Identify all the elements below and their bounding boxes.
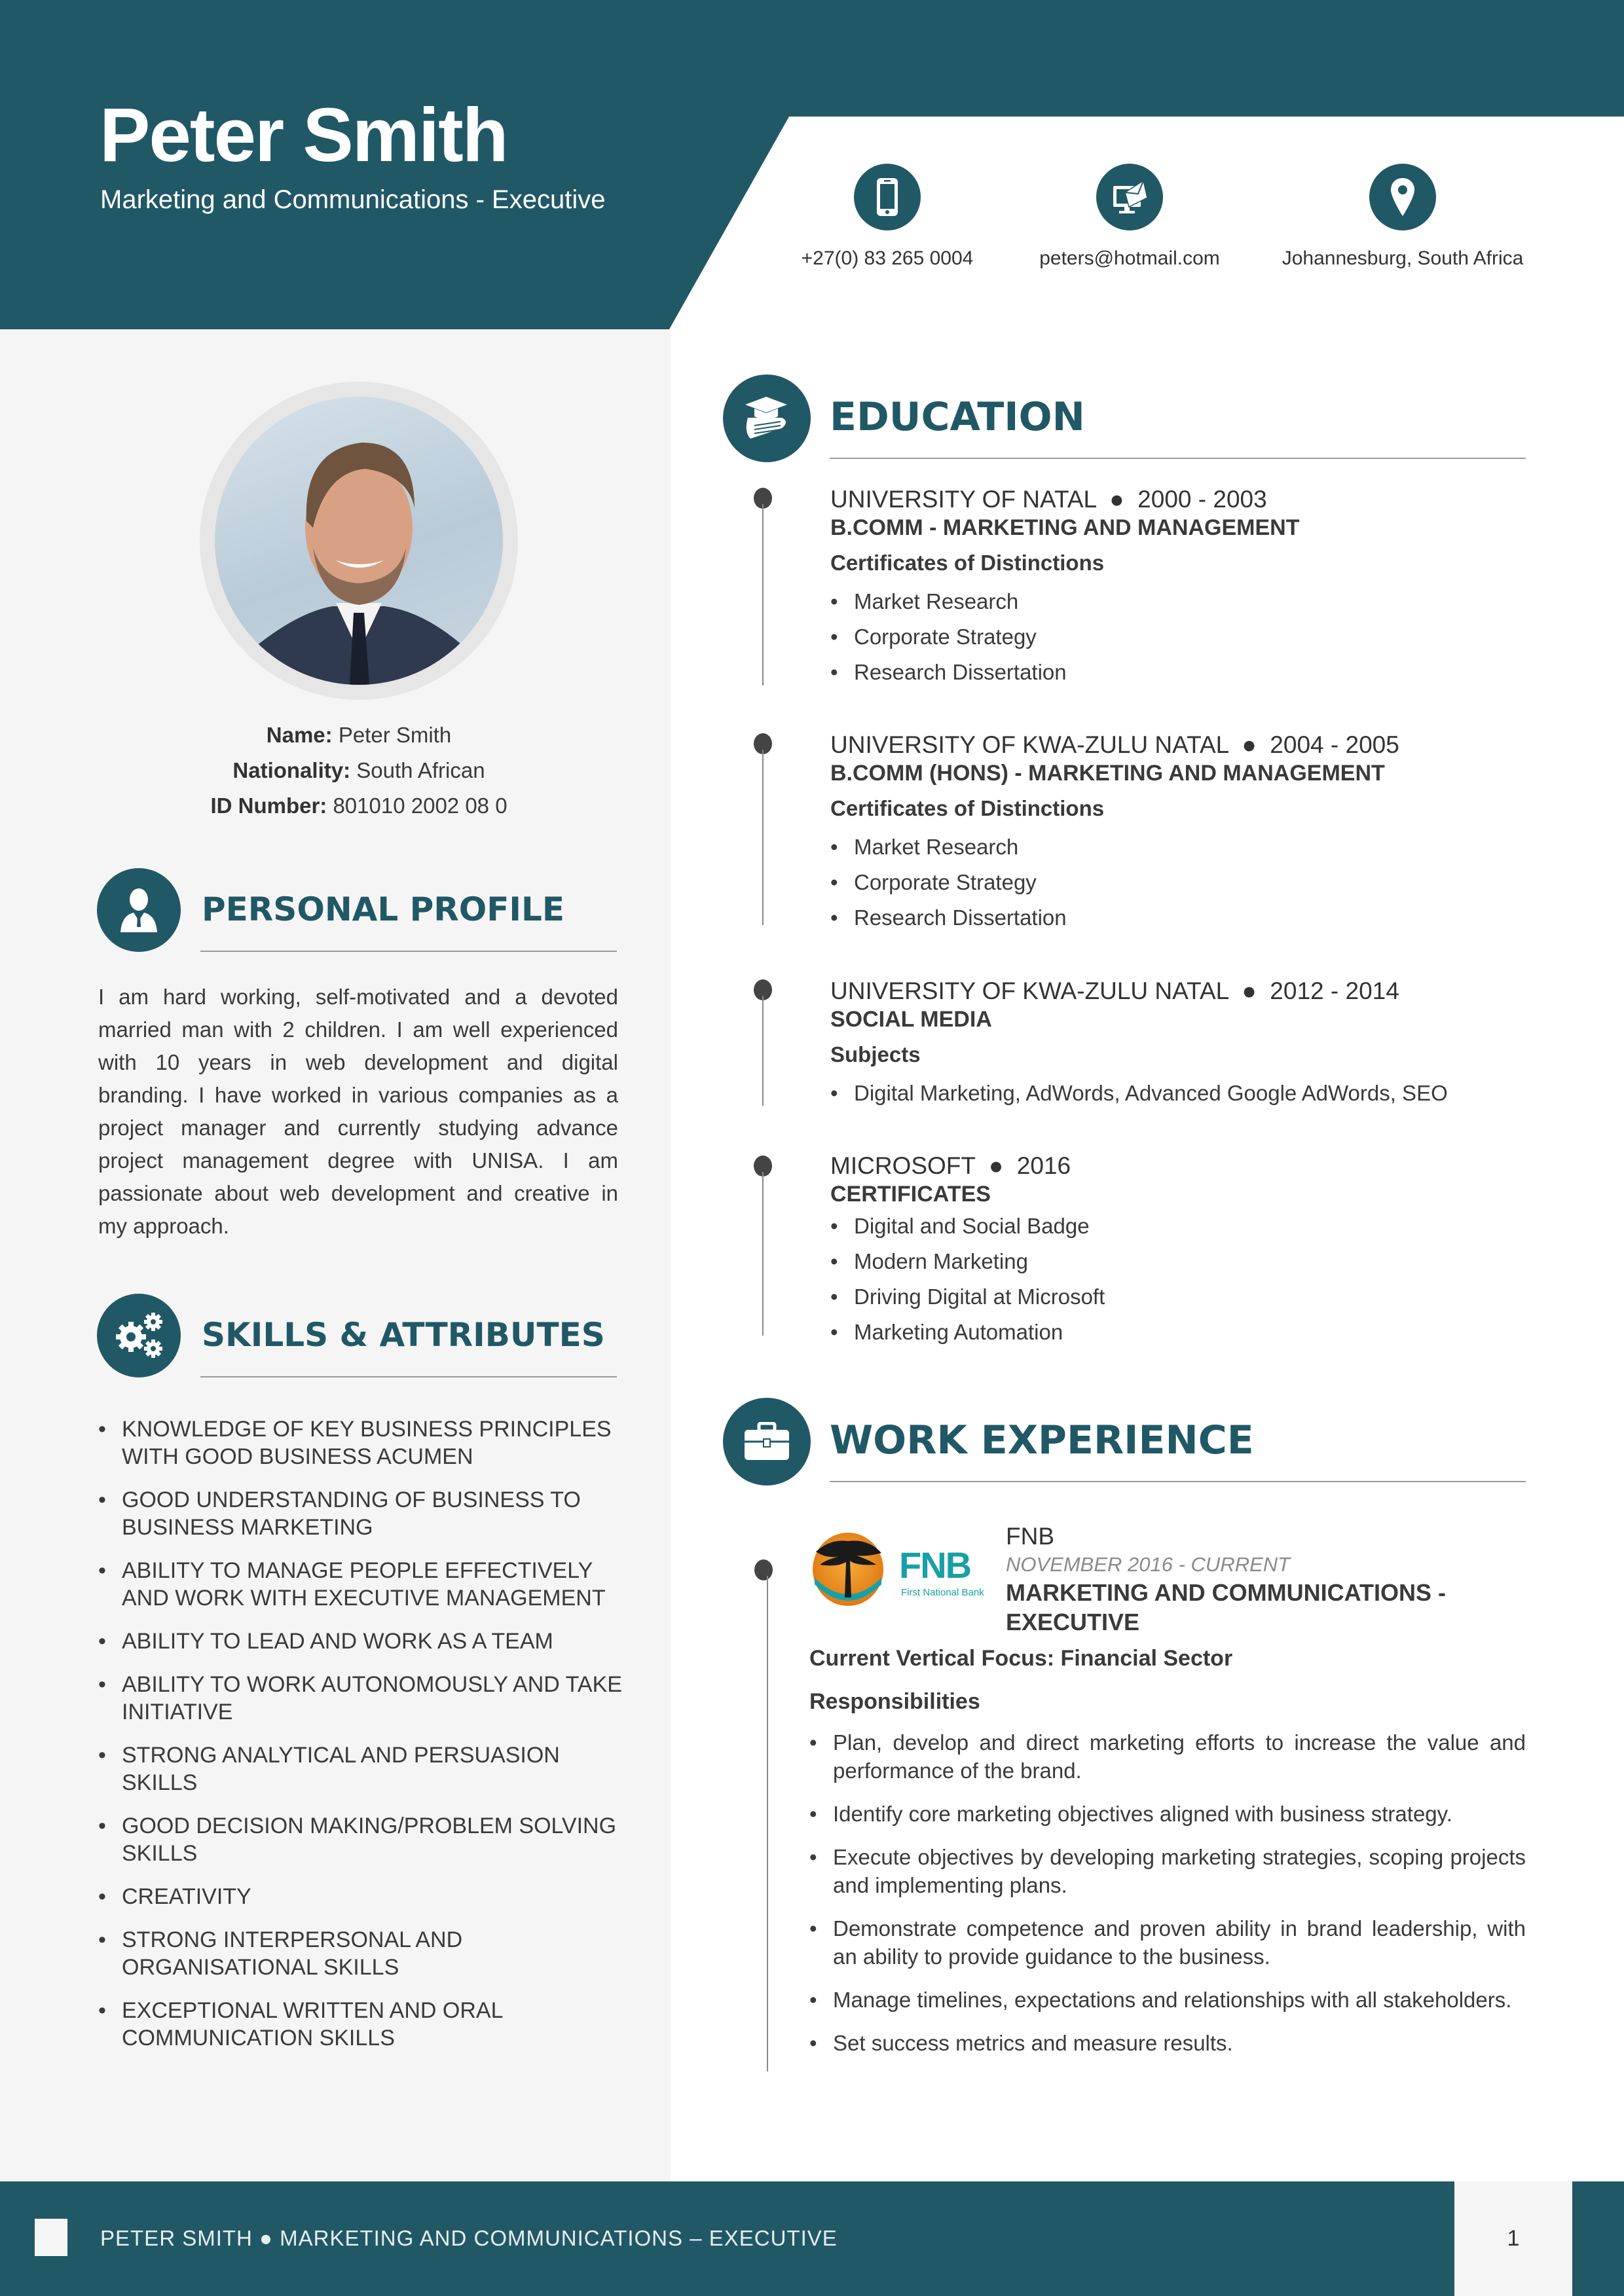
footer-text: PETER SMITH ● MARKETING AND COMMUNICATIONS – EXECUTIVE bbox=[100, 2226, 838, 2250]
divider bbox=[200, 951, 617, 952]
education-entry bbox=[830, 977, 1531, 1111]
list-item: • Manage timelines, expectations and relationships with all stakeholders. bbox=[809, 1986, 1526, 2014]
list-item: • Corporate Strategy bbox=[830, 865, 1531, 900]
edu-list bbox=[830, 829, 1531, 936]
edu-degree: SOCIAL MEDIA bbox=[830, 1007, 992, 1032]
contact-email bbox=[999, 164, 1261, 270]
detail-id-number: ID Number: 801010 2002 08 0 bbox=[210, 793, 507, 818]
edu-heading: UNIVERSITY OF KWA-ZULU NATAL ● 2012 - 2014 bbox=[830, 977, 1399, 1004]
timeline-line bbox=[762, 1172, 764, 1336]
briefcase-icon bbox=[723, 1398, 811, 1485]
job-role: MARKETING AND COMMUNICATIONS - EXECUTIVE bbox=[1006, 1579, 1446, 1635]
divider bbox=[200, 1376, 617, 1377]
edu-subheading: Certificates of Distinctions bbox=[830, 551, 1105, 575]
list-item: • Modern Marketing bbox=[830, 1244, 1531, 1279]
section-heading-skills: SKILLS & ATTRIBUTES bbox=[202, 1316, 605, 1354]
profile-summary: I am hard working, self-motivated and a devoted married man with 2 children. I am well experienced with 10 years in web development and digital branding. I have worked in various companies as a project manager and currently studying advance project management degree with UNISA. I am passionate about web development and creative in my approach. bbox=[98, 985, 618, 1238]
list-item: • STRONG ANALYTICAL AND PERSUASION SKILLS bbox=[98, 1741, 622, 1796]
section-heading-profile: PERSONAL PROFILE bbox=[202, 890, 565, 928]
work-period: NOVEMBER 2016 - CURRENT bbox=[1006, 1553, 1291, 1576]
list-item: • ABILITY TO WORK AUTONOMOUSLY AND TAKE INITIATIVE bbox=[98, 1671, 622, 1726]
list-item: • Corporate Strategy bbox=[830, 619, 1531, 655]
list-item: • Market Research bbox=[830, 829, 1531, 865]
timeline-line bbox=[762, 504, 764, 685]
edu-subheading: Subjects bbox=[830, 1042, 921, 1066]
edu-list bbox=[830, 1209, 1531, 1350]
email-monitor-icon bbox=[1096, 164, 1163, 230]
location-pin-icon bbox=[1369, 164, 1436, 230]
work-entry-header bbox=[1006, 1522, 1530, 1637]
company-logo-fnb: FNB First National Bank bbox=[811, 1532, 985, 1607]
footer-square-marker bbox=[35, 2219, 67, 2256]
list-item: • Research Dissertation bbox=[830, 900, 1531, 936]
list-item: • STRONG INTERPERSONAL AND ORGANISATIONAL SKILLS bbox=[98, 1926, 622, 1981]
contact-location bbox=[1272, 164, 1534, 270]
education-entry bbox=[830, 486, 1531, 690]
responsibilities-list bbox=[809, 1728, 1526, 2057]
education-entry bbox=[830, 731, 1531, 936]
edu-degree: CERTIFICATES bbox=[830, 1182, 991, 1207]
list-item: • Demonstrate competence and proven ability in brand leadership, with an ability to provide guidance to the business. bbox=[809, 1914, 1526, 1971]
phone-number[interactable]: +27(0) 83 265 0004 bbox=[801, 247, 974, 269]
list-item: • Set success metrics and measure results. bbox=[809, 2029, 1526, 2057]
responsibilities-heading: Responsibilities bbox=[809, 1689, 980, 1714]
list-item: • Market Research bbox=[830, 584, 1531, 619]
work-entry bbox=[809, 1643, 1526, 2072]
list-item: • KNOWLEDGE OF KEY BUSINESS PRINCIPLES WITH GOOD BUSINESS ACUMEN bbox=[98, 1415, 622, 1470]
email-address[interactable]: peters@hotmail.com bbox=[1039, 247, 1220, 269]
list-item: • Marketing Automation bbox=[830, 1315, 1531, 1350]
timeline-dot bbox=[754, 1559, 773, 1580]
timeline-line bbox=[762, 996, 764, 1106]
contact-phone bbox=[756, 164, 1018, 270]
divider bbox=[830, 1481, 1526, 1482]
user-icon bbox=[97, 868, 181, 952]
edu-degree: B.COMM - MARKETING AND MANAGEMENT bbox=[830, 515, 1300, 540]
list-item: • GOOD UNDERSTANDING OF BUSINESS TO BUSINESS MARKETING bbox=[98, 1486, 622, 1541]
list-item: • Driving Digital at Microsoft bbox=[830, 1279, 1531, 1315]
edu-list bbox=[830, 584, 1531, 690]
education-entry bbox=[830, 1152, 1531, 1350]
detail-name: Name: Peter Smith bbox=[266, 723, 452, 747]
location: Johannesburg, South Africa bbox=[1282, 247, 1524, 269]
section-heading-work: WORK EXPERIENCE bbox=[830, 1417, 1254, 1463]
candidate-name: Peter Smith bbox=[100, 92, 507, 177]
list-item: • CREATIVITY bbox=[98, 1883, 622, 1910]
timeline-line bbox=[767, 1576, 768, 2071]
candidate-title: Marketing and Communications - Executive bbox=[100, 185, 606, 214]
mobile-phone-icon bbox=[854, 164, 921, 230]
edu-heading: MICROSOFT ● 2016 bbox=[830, 1152, 1071, 1179]
list-item: • Research Dissertation bbox=[830, 655, 1531, 690]
list-item: • ABILITY TO MANAGE PEOPLE EFFECTIVELY AND WORK WITH EXECUTIVE MANAGEMENT bbox=[98, 1557, 622, 1612]
list-item: • Digital Marketing, AdWords, Advanced Google AdWords, SEO bbox=[830, 1076, 1531, 1111]
page-number: 1 bbox=[1454, 2181, 1572, 2296]
edu-heading: UNIVERSITY OF KWA-ZULU NATAL ● 2004 - 2005 bbox=[830, 731, 1399, 758]
list-item: • Identify core marketing objectives aligned with business strategy. bbox=[809, 1800, 1526, 1828]
list-item: • Digital and Social Badge bbox=[830, 1209, 1531, 1244]
avatar bbox=[215, 397, 503, 685]
edu-subheading: Certificates of Distinctions bbox=[830, 796, 1105, 820]
company-name: FNB bbox=[1006, 1523, 1054, 1550]
edu-degree: B.COMM (HONS) - MARKETING AND MANAGEMENT bbox=[830, 761, 1385, 786]
gears-icon bbox=[97, 1294, 181, 1377]
list-item: • Plan, develop and direct marketing efforts to increase the value and performance of the brand. bbox=[809, 1728, 1526, 1785]
edu-list bbox=[830, 1076, 1531, 1111]
detail-nationality: Nationality: South African bbox=[232, 758, 485, 782]
vertical-focus: Current Vertical Focus: Financial Sector bbox=[809, 1646, 1233, 1671]
timeline-line bbox=[762, 750, 764, 925]
list-item: • Execute objectives by developing marketing strategies, scoping projects and implementing plans. bbox=[809, 1843, 1526, 1899]
edu-heading: UNIVERSITY OF NATAL ● 2000 - 2003 bbox=[830, 486, 1267, 513]
divider bbox=[830, 458, 1526, 459]
personal-details bbox=[98, 718, 619, 824]
acacia-tree-icon bbox=[811, 1532, 885, 1607]
section-heading-education: EDUCATION bbox=[830, 394, 1085, 440]
graduation-cap-icon bbox=[723, 374, 811, 462]
list-item: • ABILITY TO LEAD AND WORK AS A TEAM bbox=[98, 1628, 622, 1655]
list-item: • EXCEPTIONAL WRITTEN AND ORAL COMMUNICATION SKILLS bbox=[98, 1997, 622, 2052]
skills-list bbox=[98, 1415, 622, 2068]
list-item: • GOOD DECISION MAKING/PROBLEM SOLVING SKILLS bbox=[98, 1812, 622, 1867]
